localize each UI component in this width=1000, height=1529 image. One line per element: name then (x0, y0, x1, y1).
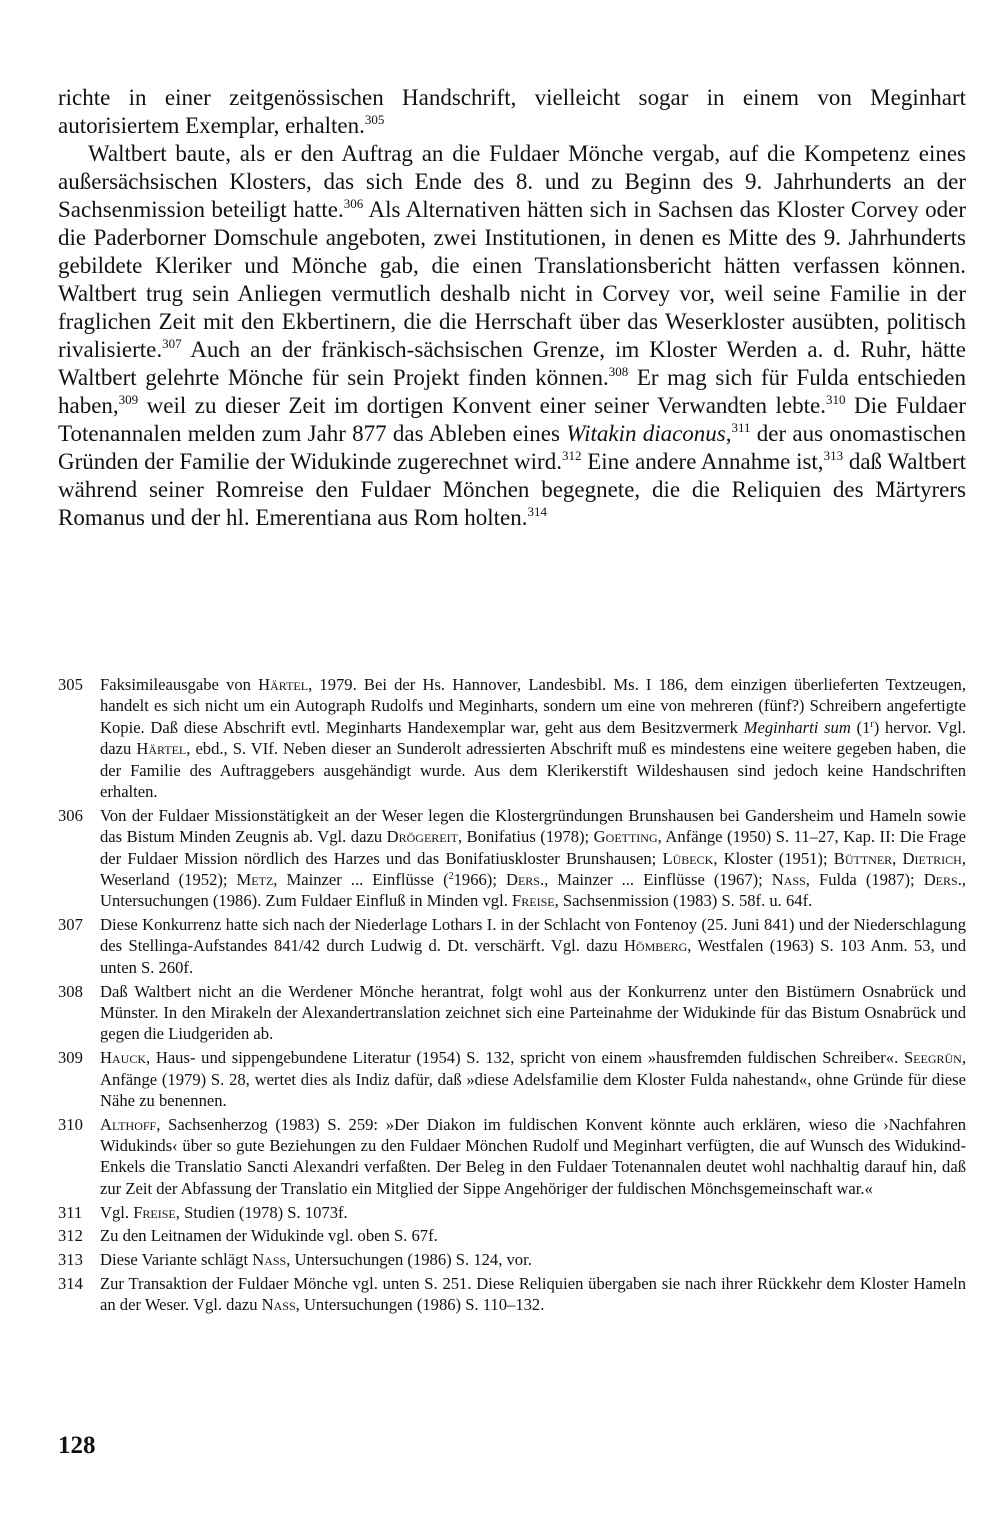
author-name: Seegrün (903, 1048, 962, 1068)
superscript: r (870, 718, 874, 730)
paragraph-text: Auch an der fränkisch-sächsischen Grenze, im Kloster Werden a. d. Ruhr, hätte Waltbert gelehrte Mönche für sein Projekt finden können. (58, 337, 966, 390)
footnote-number: 312 (58, 1226, 83, 1246)
footnote-text: , Fulda (1987); (805, 869, 924, 889)
paragraph-text: daß Waltbert während seiner Romreise den Fuldaer Mönchen begegnete, die die Reliquien des Märtyrers Romanus und der hl. Emerentiana aus Rom holten. (58, 449, 966, 530)
footnote-ref[interactable]: 310 (826, 392, 846, 407)
author-name: Freise (512, 891, 555, 911)
footnotes (58, 674, 966, 1318)
footnote-number: 307 (58, 915, 83, 935)
footnote-text: , Weserland (1952); (100, 848, 966, 889)
paragraph-text: Waltbert baute, als er den Auftrag an die Fuldaer Mönche vergab, auf die Kompetenz eines außersächsischen Klosters, das sich Ende des 8. und zu Beginn des 9. Jahrhunderts an der Sachsenmission beteiligt hatte. (58, 141, 966, 222)
author-name: Härtel (136, 739, 187, 759)
author-name: Nass (261, 1295, 296, 1315)
footnote-text: (1 (850, 717, 871, 737)
footnote-number: 308 (58, 981, 83, 1001)
footnote-text: Diese Variante schlägt (100, 1249, 253, 1269)
footnote-text: , Bonifatius (1978); (457, 827, 594, 847)
page-number: 128 (58, 1432, 96, 1459)
footnote-text: , 1979. Bei der Hs. Hannover, Landesbibl. Ms. I 186, dem einzigen überlieferten Textzeugen, handelt es sich nicht um ein Autograph Rudolfs und Meginharts, sondern um eine von mehreren (fünf?) Schreibern angefertigte Kopie. Daß diese Abschrift evtl. Meginharts Handexemplar war, geht aus dem Besitzvermerk (100, 675, 966, 737)
footnote-text: , Studien (1978) S. 1073f. (175, 1202, 348, 1222)
italic-term: Meginharti sum (743, 717, 851, 737)
footnote-text: , Untersuchungen (1986) S. 124, vor. (286, 1249, 532, 1269)
author-name: Drögereit (386, 827, 458, 847)
footnote-number: 313 (58, 1249, 83, 1269)
footnote-text: , Untersuchungen (1986) S. 110–132. (295, 1295, 545, 1315)
footnote-text: , Anfänge (1950) S. 11–27, Kap. II: Die Frage der Fuldaer Mission nördlich des Harzes und das Bonifatiuskloster Brunshausen; (100, 827, 966, 868)
author-name: Hömberg (623, 936, 688, 956)
footnote-text: 1966); (453, 869, 506, 889)
footnote-ref[interactable]: 305 (364, 112, 385, 127)
footnote-306 (58, 805, 966, 912)
footnote-307 (58, 914, 966, 978)
footnote-312 (58, 1225, 966, 1246)
footnote-308 (58, 981, 966, 1045)
footnote-ref[interactable]: 309 (118, 392, 139, 407)
author-name: Nass (771, 869, 806, 889)
footnote-ref[interactable]: 306 (343, 196, 364, 211)
author-name: Althoff (100, 1114, 157, 1134)
author-name: Goetting (593, 827, 658, 847)
footnote-number: 311 (58, 1202, 83, 1222)
body-text (58, 84, 966, 532)
author-name: Lübeck (662, 848, 714, 868)
author-name: Freise (133, 1202, 176, 1222)
author-name: Nass (252, 1249, 287, 1269)
footnote-text: , Haus- und sippengebundene Literatur (1954) S. 132, spricht von einem »hausfremden fuldischen Schreiber«. (146, 1048, 904, 1068)
author-name: Metz (236, 869, 274, 889)
footnote-text: Von der Fuldaer Missionstätigkeit an der Weser legen die Klostergründungen Brunshausen bei Gandersheim und Hameln sowie das Bistum Minden Zeugnis ab. Vgl. dazu (100, 805, 966, 847)
footnote-text: ) hervor. Vgl. dazu (100, 717, 966, 759)
footnote-text: Diese Konkurrenz hatte sich nach der Niederlage Lothars I. in der Schlacht von Fontenoy (25. Juni 841) und der Niederschlagung des Stellinga-Aufstandes 841/42 durch Ludwig d. Dt. verschärft. Vgl. dazu (100, 915, 966, 956)
author-name: Ders. (923, 869, 962, 889)
footnote-number: 310 (58, 1114, 83, 1134)
footnote-text: , Anfänge (1979) S. 28, wertet dies als Indiz dafür, daß »diese Adelsfamilie dem Kloster Fulda nahestand«, ohne Gründe für diese Nähe zu benennen. (100, 1048, 966, 1110)
paragraph-2: Waltbert baute, als er den Auftrag an die Fuldaer Mönche vergab, auf die Kompetenz eines außersächsischen Klosters, das sich Ende des 8. und zu Beginn des 9. Jahrhunderts an der Sachsenmission beteiligt hatte.$^{306}$ Als Alternativen hätten sich in Sachsen das Kloster Corvey oder die Paderborner Domschule angeboten, zwei Institutionen, in denen es Mitte des 9. Jahrhunderts gebildete Kleriker und Mönche gab, die einen Translationsbericht hätten verfassen können. Waltbert trug sein Anliegen vermutlich deshalb nicht in Corvey vor, weil seine Familie in der fraglichen Zeit mit den Ekbertinern, die die Herrschaft über das Weserkloster ausübten, politisch rivalisierte.$^{307}$ Auch an der fränkisch-sächsischen Grenze, im Kloster Werden a. d. Ruhr, hätte Waltbert gelehrte Mönche für sein Projekt finden können.$^{308}$ Er mag sich für Fulda entschieden haben,$^{309}$ weil zu dieser Zeit im dortigen Konvent einer seiner Verwandten lebte.$^{310}$ Die Fuldaer Totenannalen melden zum Jahr 877 das Ableben eines Witakin diaconus,$^{311}$ der aus onomastischen Gründen der Familie der Widukinde zugerechnet wird.$^{312}$ Eine andere Annahme ist,$^{313}$ daß Waltbert während seiner Romreise den Fuldaer Mönchen begegnete, die die Reliquien des Märtyrers Romanus und der hl. Emerentiana aus Rom holten.$^{314}$ (58, 141, 966, 530)
footnote-ref[interactable]: 314 (527, 504, 547, 519)
footnote-310 (58, 1114, 966, 1200)
footnote-text: Zu den Leitnamen der Widukinde vgl. oben S. 67f. (100, 1226, 438, 1246)
paragraph-text: der aus onomastischen Gründen der Familie der Widukinde zugerechnet wird. (58, 421, 966, 474)
main-text (58, 84, 966, 532)
footnote-ref[interactable]: 313 (823, 448, 844, 463)
footnote-number: 314 (58, 1273, 83, 1293)
footnote-ref[interactable]: 312 (561, 448, 582, 463)
paragraph-text: Die Fuldaer Totenannalen melden zum Jahr 877 das Ableben eines (58, 393, 966, 446)
footnote-text: , Mainzer ... Einflüsse ( (273, 869, 449, 889)
paragraph-text: Als Alternativen hätten sich in Sachsen das Kloster Corvey oder die Paderborner Domschule angeboten, zwei Institutionen, in denen es Mitte des 9. Jahrhunderts gebildete Kleriker und Mönche gab, die einen Translationsbericht hätten verfassen können. Waltbert trug sein Anliegen vermutlich deshalb nicht in Corvey vor, weil seine Familie in der fraglichen Zeit mit den Ekbertinern, die die Herrschaft über das Weserkloster ausübten, politisch rivalisierte. (58, 197, 966, 362)
italic-term: Witakin diaconus (566, 421, 726, 446)
paragraph-text: Er mag sich für Fulda entschieden haben, (58, 365, 966, 418)
footnote-text: , Sachsenmission (1983) S. 58f. u. 64f. (554, 891, 813, 911)
footnote-text: , ebd., S. VIf. Neben dieser an Sunderolt adressierten Abschrift muß es mindestens eine weitere gegeben haben, die der Familie des Auftraggebers ausgehändigt wurde. Aus dem Klerikerstift Wildeshausen sind jedoch keine Handschriften erhalten. (100, 739, 966, 802)
footnote-text: , Mainzer ... Einflüsse (1967); (544, 869, 772, 889)
footnote-text: , Untersuchungen (1986). Zum Fuldaer Einfluß in Minden vgl. (100, 869, 966, 911)
footnote-text: Faksimileausgabe von (100, 675, 259, 694)
footnote-ref[interactable]: 311 (731, 420, 751, 435)
footnote-number: 306 (58, 805, 83, 825)
paragraph-text: richte in einer zeitgenössischen Handschrift, vielleicht sogar in einem von Meginhart autorisiertem Exemplar, erhalten. (58, 85, 966, 138)
footnote-313 (58, 1249, 966, 1270)
footnote-ref[interactable]: 308 (608, 364, 629, 379)
author-name: Büttner, Dietrich (833, 848, 962, 868)
footnote-text: , Kloster (1951); (713, 848, 834, 868)
footnote-309 (58, 1047, 966, 1111)
footnote-ref[interactable]: 307 (162, 336, 182, 351)
paragraph-text: weil zu dieser Zeit im dortigen Konvent einer seiner Verwandten lebte. (138, 393, 826, 418)
footnote-text: , Westfalen (1963) S. 103 Anm. 53, und unten S. 260f. (100, 936, 966, 977)
footnote-text: Zur Transaktion der Fuldaer Mönche vgl. unten S. 251. Diese Reliquien übergaben sie nach ihrer Rückkehr dem Kloster Hameln an der Weser. Vgl. dazu (100, 1273, 966, 1315)
footnote-311 (58, 1202, 966, 1223)
paragraph-1 (58, 84, 966, 140)
footnote-number: 305 (58, 675, 83, 694)
footnote-text: Vgl. (100, 1202, 134, 1222)
footnote-text: Daß Waltbert nicht an die Werdener Mönche herantrat, folgt wohl aus der Konkurrenz unter den Bistümern Osnabrück und Münster. In den Mirakeln der Alexandertranslation zeichnet sich eine Parteinahme der Widukinde für das Bistum Osnabrück und gegen die Liudgeriden ab. (100, 981, 966, 1044)
footnote-305 (58, 674, 966, 802)
footnote-314 (58, 1273, 966, 1316)
footnote-number: 309 (58, 1048, 83, 1068)
author-name: Ders. (505, 869, 545, 889)
paragraph-text: Eine andere Annahme ist, (581, 449, 824, 474)
author-name: Hauck (100, 1048, 146, 1068)
author-name: Härtel (258, 675, 309, 694)
superscript: 2 (448, 870, 454, 882)
footnote-text: , Sachsenherzog (1983) S. 259: »Der Diakon im fuldischen Konvent könnte auch erklären, wieso die ›Nachfahren Widukinds‹ über so gute Beziehungen zu den Fuldaer Mönchen Rudolf und Meginhart verfügten, die auf Wunsch des Widukind-Enkels die Translatio Sancti Alexandri verfaßten. Der Beleg in den Fuldaer Totenannalen deutet wohl nachhaltig darauf hin, daß zur Zeit der Abfassung der Translatio ein Mitglied der Sippe Angehöriger der fuldischen Mönchsgemeinschaft war.« (100, 1114, 966, 1198)
